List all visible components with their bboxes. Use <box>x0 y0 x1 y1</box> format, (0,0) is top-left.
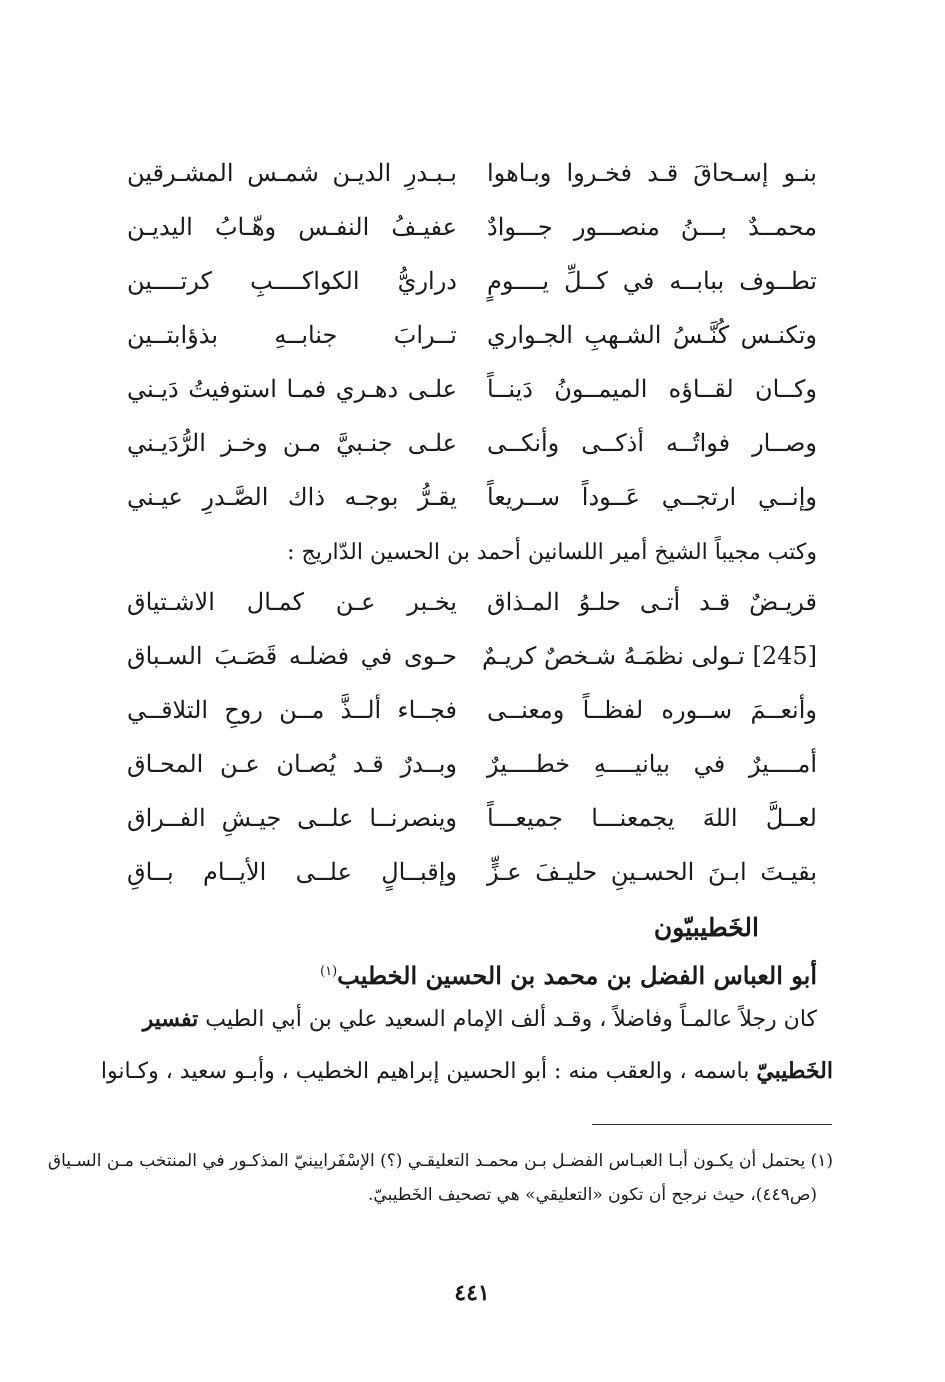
section-heading: الخَطيبيّون <box>653 913 759 942</box>
first-hemistich: بقيـتَ ابـنَ الحسـينِ حليـفَ عـزٍّ <box>487 858 817 886</box>
verse-line <box>127 416 817 470</box>
paragraph-text: كان رجلاً عالمـاً وفاضلاً ، وقـد ألف الإمام السعيد علي بن أبي الطيب <box>205 1007 817 1032</box>
verse-line <box>127 575 817 629</box>
second-hemistich: بـبـدرِ الديـن شمـس المشـرقين <box>127 159 457 187</box>
second-hemistich: علـى دهـري فمـا استوفيتُ دَيـني <box>127 375 457 403</box>
verse-line <box>127 254 817 308</box>
bold-term: تفسير <box>142 1006 199 1032</box>
poem-1 <box>127 146 817 524</box>
verse-line <box>127 308 817 362</box>
paragraph-line <box>113 996 817 1043</box>
first-hemistich: وأنعــمَ ســوره لفظــاً ومعنــى <box>487 696 817 724</box>
verse-line <box>127 683 817 737</box>
footnote-line: (١) يحتمل أن يكـون أبـا العبـاس الفضـل بـن محمـد التعليقـي (؟) الإسْفَرايينيّ المذكـور في المنتخب مـن السـياق <box>47 1151 833 1171</box>
second-hemistich: يقـرُّ بوجـه ذاك الصَّـدرِ عيـني <box>127 483 457 511</box>
bold-term: الخَطيبيّ <box>756 1058 833 1084</box>
first-hemistich: أمــــيرٌ في بيانيــــهِ خطــــيرٌ <box>487 750 817 778</box>
verse-line <box>127 146 817 200</box>
verse-line <box>127 629 817 683</box>
poem-intro: وكتب مجيباً الشيخ أمير اللسانين أحمد بن الحسين الدّاريج : <box>287 540 817 565</box>
paragraph-text: باسمه ، والعقب منه : أبو الحسين إبراهيم الخطيب ، وأبـو سعيد ، وكـانوا <box>100 1059 750 1084</box>
second-hemistich: يخـبر عـن كمـال الاشـتياق <box>127 588 457 616</box>
second-hemistich: تــرابَ جنابــهِ بذؤابتــين <box>127 321 457 349</box>
verse-line <box>127 737 817 791</box>
footnote-line: (ص٤٤٩)، حيث نرجح أن تكون «التعليقي» هي تصحيف الخَطيبيّ. <box>368 1185 817 1205</box>
second-hemistich: علـى جنـبيَّ مـن وخـز الرُّدَيـني <box>127 429 457 457</box>
verse-line <box>127 362 817 416</box>
first-hemistich: لعــلَّ اللهَ يجمعنـــا جميعـــاً <box>487 804 817 832</box>
first-hemistich: وكــان لقــاؤه الميمــونُ دَينــاً <box>487 375 817 403</box>
second-hemistich: وإقبــالٍ علــى الأيــام بــاقِ <box>127 858 457 886</box>
first-hemistich: وصــار فواتُــه أذكــى وأنكــى <box>487 429 817 457</box>
poem-2 <box>127 575 817 899</box>
verse-line <box>127 200 817 254</box>
second-hemistich: حـوى في فضلـه قَصَـبَ السـباق <box>127 642 457 670</box>
entry-title: أبو العباس الفضل بن محمد بن الحسين الخطيب <box>337 961 817 990</box>
footnote-ref[interactable]: (١) <box>320 964 338 979</box>
entry-heading <box>320 952 817 996</box>
first-hemistich: تطــوف ببابــه في كــلِّ يــــومٍ <box>487 267 817 295</box>
first-hemistich: بنـو إسـحاقَ قـد فخـروا وبـاهوا <box>487 159 817 187</box>
second-hemistich: وينصرنــا علــى جيـشِ الفــراق <box>127 804 457 832</box>
second-hemistich: فجــاء ألــذَّ مــن روحِ التلاقــي <box>127 696 457 724</box>
verse-line <box>127 470 817 524</box>
first-hemistich: [245] تـولى نظمَـهُ شـخصٌ كريـمٌ <box>481 642 817 670</box>
first-hemistich: وإنــي ارتجــي عَــوداً ســريعاً <box>487 483 817 511</box>
verse-line <box>127 791 817 845</box>
page-number: ٤٤١ <box>454 1280 490 1306</box>
footnote-divider <box>592 1124 832 1125</box>
first-hemistich: وتكنـس كُنَّـسُ الشـهبِ الجـواري <box>487 321 817 349</box>
verse-line <box>127 845 817 899</box>
first-hemistich: محمــدٌ بـــنُ منصـــور جـــوادٌ <box>487 213 817 241</box>
second-hemistich: عفيـفُ النفـس وهّـابُ اليديـن <box>127 213 457 241</box>
second-hemistich: دراريُّ الكواكــــبِ كرتــــين <box>127 267 457 295</box>
first-hemistich: قريـضٌ قـد أتـى حلـوُ المـذاق <box>487 588 817 616</box>
second-hemistich: وبــدرٌ قـد يُصـان عـن المحـاق <box>127 750 457 778</box>
paragraph-line <box>100 1048 833 1095</box>
